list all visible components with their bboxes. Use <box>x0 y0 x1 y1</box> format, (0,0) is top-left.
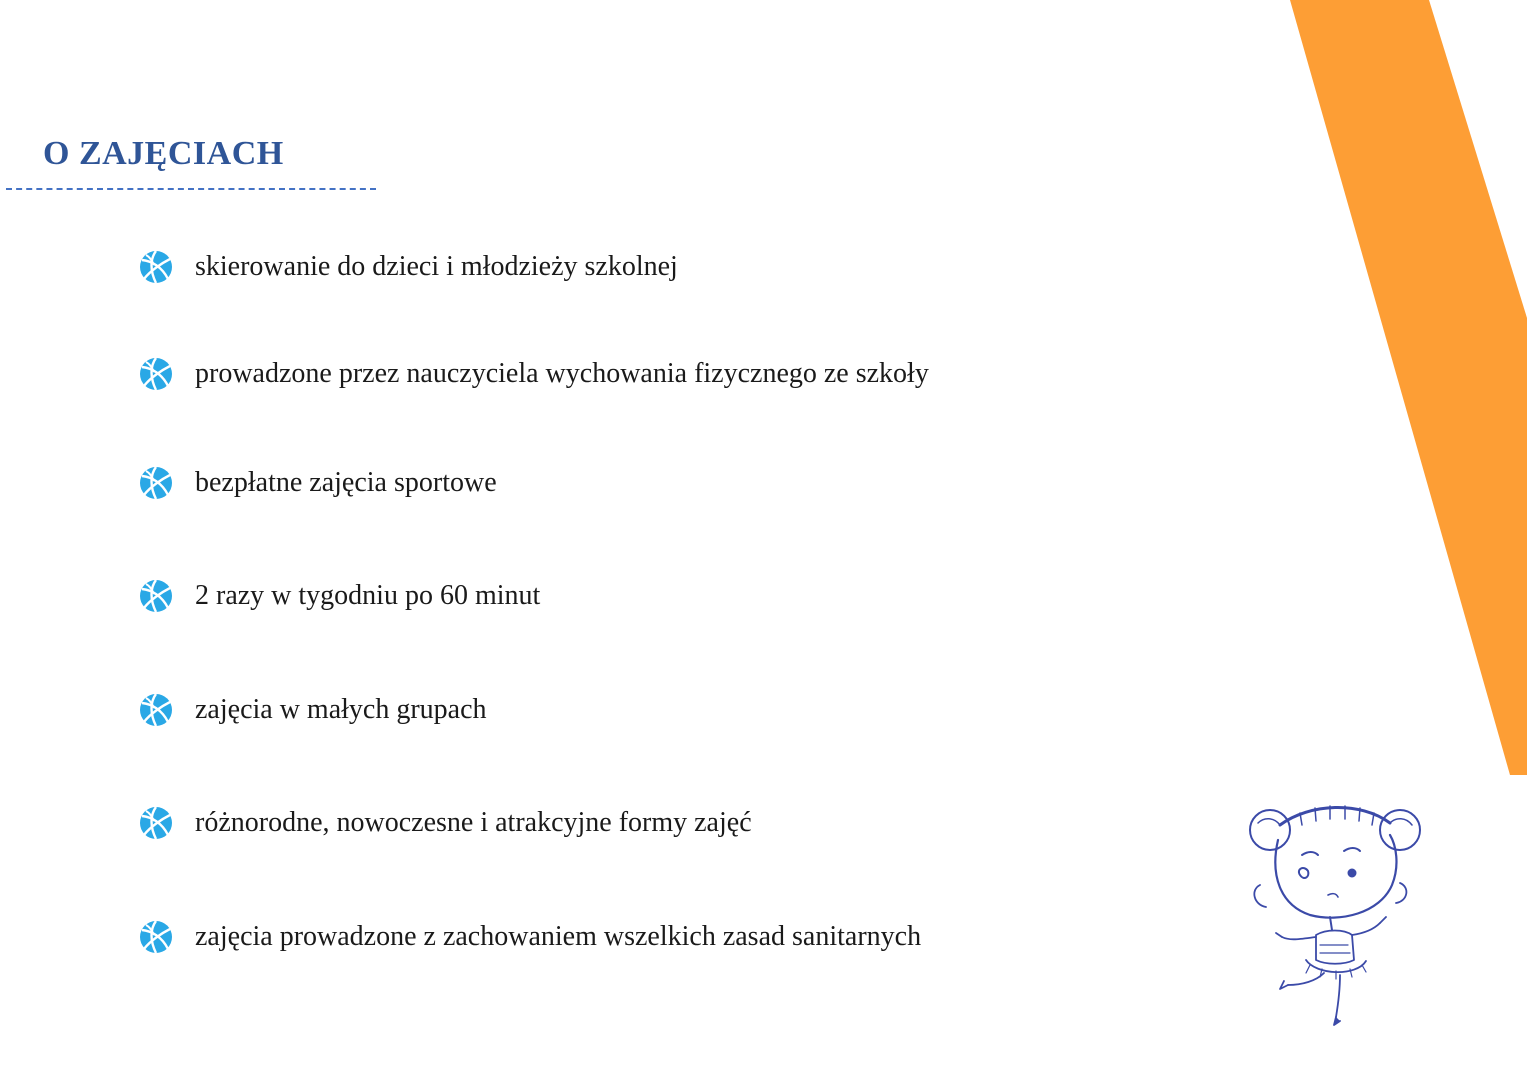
volleyball-icon <box>138 249 174 285</box>
bullet-text: różnorodne, nowoczesne i atrakcyjne formy zajęć <box>195 807 752 838</box>
list-item <box>138 917 921 957</box>
bullet-text: skierowanie do dzieci i młodzieży szkolnej <box>195 251 678 282</box>
volleyball-icon <box>138 919 174 955</box>
bullet-text: zajęcia prowadzone z zachowaniem wszelkich zasad sanitarnych <box>195 921 922 952</box>
bullet-text: 2 razy w tygodniu po 60 minut <box>195 580 541 611</box>
list-item <box>138 354 929 394</box>
list-item <box>138 247 678 287</box>
orange-band-shape <box>1290 0 1527 775</box>
volleyball-icon <box>138 692 174 728</box>
volleyball-icon <box>138 356 174 392</box>
list-item <box>138 463 497 503</box>
girl-dancer-illustration <box>1240 795 1430 1030</box>
bullet-text: prowadzone przez nauczyciela wychowania fizycznego ze szkoły <box>195 358 929 389</box>
bullet-text: bezpłatne zajęcia sportowe <box>195 467 497 498</box>
bullet-text: zajęcia w małych grupach <box>195 694 487 725</box>
volleyball-icon <box>138 465 174 501</box>
title-dashed-underline <box>6 188 376 190</box>
list-item <box>138 690 487 730</box>
volleyball-icon <box>138 578 174 614</box>
list-item <box>138 576 540 616</box>
volleyball-icon <box>138 805 174 841</box>
page-title: O ZAJĘCIACH <box>43 135 284 172</box>
list-item <box>138 803 752 843</box>
